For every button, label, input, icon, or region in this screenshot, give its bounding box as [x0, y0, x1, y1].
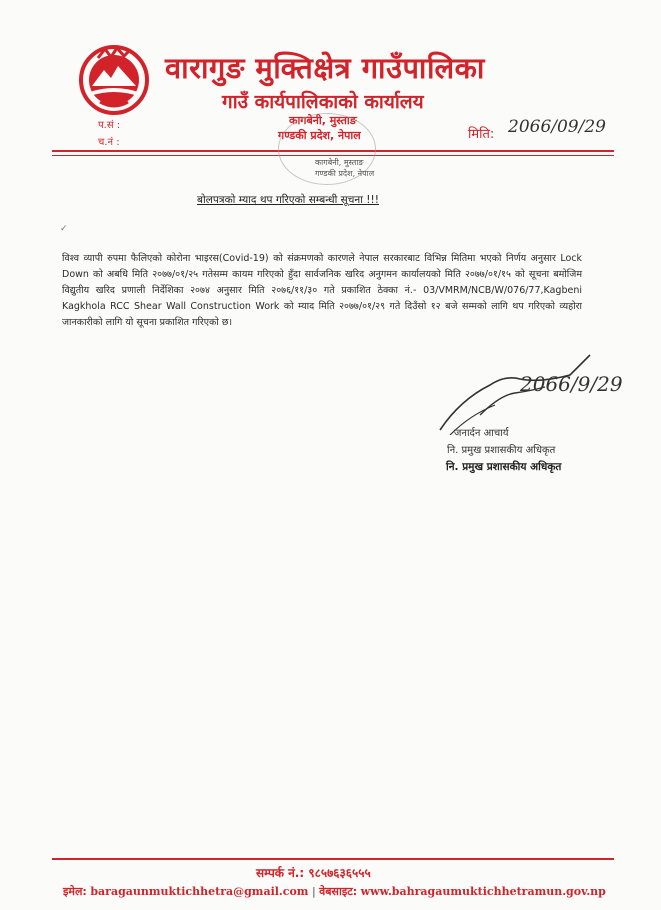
footer-separator: |: [311, 885, 320, 898]
designation-stamp: नि. प्रमुख प्रशासकीय अधिकृत: [446, 461, 562, 473]
municipality-logo-icon: [78, 44, 150, 116]
signature-date: 2066/9/29: [520, 372, 623, 396]
website-link[interactable]: www.bahragaumuktichhetramun.gov.np: [360, 885, 606, 898]
office-province: गण्डकी प्रदेश, नेपाल: [278, 129, 361, 142]
check-mark-icon: ✓: [60, 224, 68, 234]
footer-contact-line: [63, 884, 606, 899]
footer-divider: [52, 858, 614, 860]
notice-body: विश्व व्यापी रुपमा फैलिएको कोरोना भाइरस(Covid-19) को संक्रमणको कारणले नेपाल सरकारबाट विभिन्न मितिमा भएको निर्णय अनुसार Lock Down को अबधि मिति २०७७/०१/२५ गतेसम्म कायम गरिएको हुँदा सार्वजनिक खरिद अनुगमन कार्यालयको मिति २०७७/०१/१५ को सूचना बमोजिम विद्युतीय खरिद प्रणाली निर्देशिका २०७४ अनुसार मिति २०७६/११/३० गते प्रकाशित ठेक्का नं.- 03/VMRM/NCB/W/076/77,Kagbeni Kagkhola RCC Shear Wall Construction Work को म्याद मिति २०७७/०१/२९ गते दिउँसो १२ बजे सम्मको लागि थप गरिएको व्यहोरा जानकारीको लागि यो सूचना प्रकाशित गरिएको छ।: [62, 253, 582, 328]
contact-number: सम्पर्क नं.: ९८५७६३६५५५: [256, 866, 371, 880]
notice-title: बोलपत्रको म्याद थप गरिएको सम्बन्धी सूचना !!!: [197, 194, 379, 206]
reference-number-label: प.सं :: [98, 120, 121, 131]
office-location: कागबेनी, मुस्ताङ: [289, 114, 357, 127]
municipality-title: वारागुङ मुक्तिक्षेत्र गाउँपालिका: [165, 51, 485, 85]
handwritten-date: 2066/09/29: [508, 117, 606, 137]
website-label: वेबसाइट:: [319, 885, 358, 898]
email-link[interactable]: baragaunmuktichhetra@gmail.com: [90, 885, 309, 898]
signatory-name: जनार्दन आचार्य: [454, 428, 509, 439]
signatory-designation: नि. प्रमुख प्रशासकीय अधिकृत: [447, 445, 556, 456]
date-label: मिति:: [468, 127, 495, 142]
email-label: इमेल:: [63, 885, 87, 898]
office-subtitle: गाउँ कार्यपालिकाको कार्यालय: [222, 91, 424, 113]
stamp-province-text: गण्डकी प्रदेश, नेपाल: [315, 169, 375, 178]
dispatch-number-label: च.नं :: [98, 137, 120, 148]
stamp-location-text: कागबेनी, मुस्ताङ: [315, 158, 364, 167]
